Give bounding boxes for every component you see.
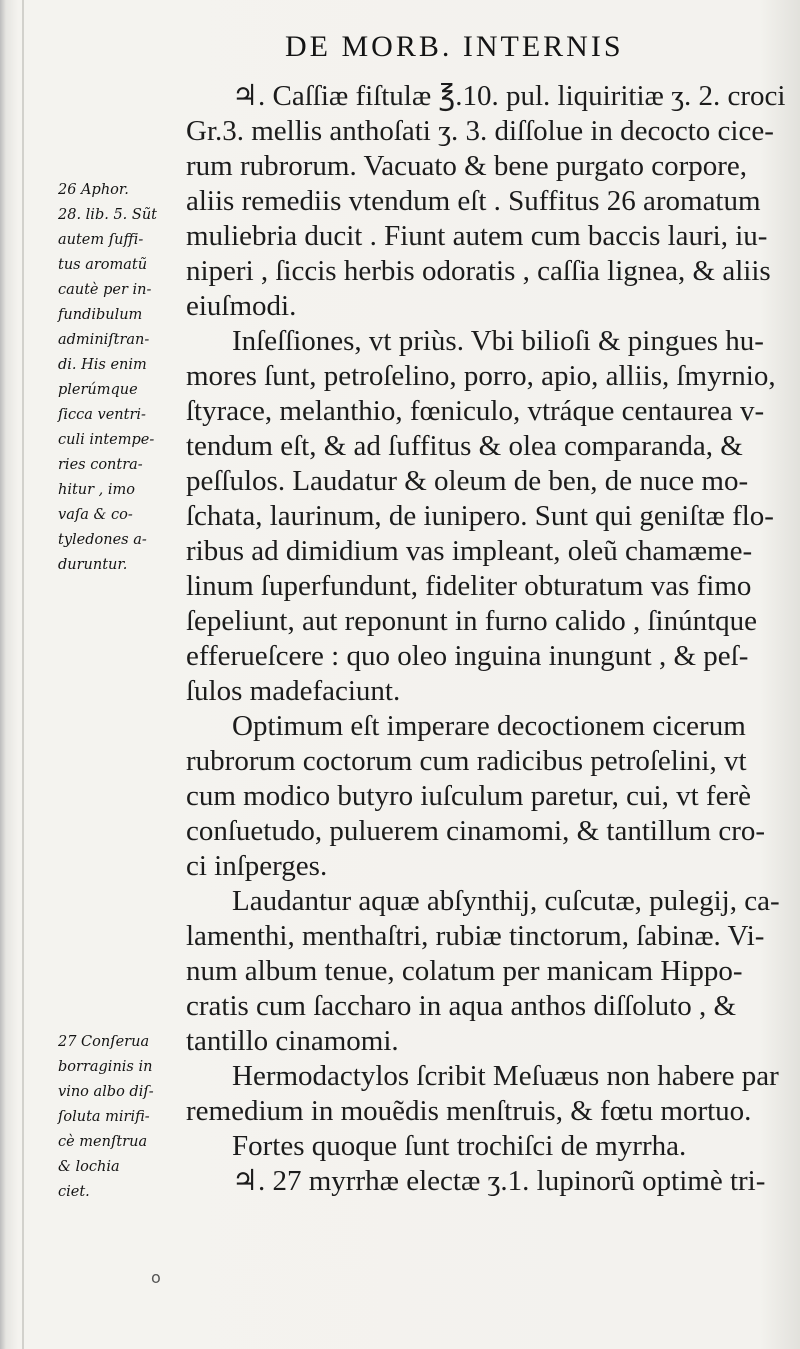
margin-note-26 <box>58 178 180 578</box>
margin-note-line: borraginis in <box>58 1059 153 1075</box>
margin-note-line: tus aromatũ <box>58 257 148 273</box>
text-line: ſtyrace, melanthio, fœniculo, vtráque centaurea v- <box>186 395 765 427</box>
text-line: ſchata, laurinum, de iunipero. Sunt qui geniſtæ flo- <box>186 500 774 532</box>
margin-note-line: di. His enim <box>58 357 147 373</box>
text-line: rubrorum coctorum cum radicibus petroſelini, vt <box>186 745 747 777</box>
text-line: cum modico butyro iuſculum paretur, cui, vt ferè <box>186 780 751 812</box>
text-line: aliis remediis vtendum eſt . Suffitus 26 aromatum <box>186 185 761 217</box>
margin-note-line: duruntur. <box>58 557 128 573</box>
margin-note-line: vaſa & co- <box>58 507 133 523</box>
margin-note-line: 28. lib. 5. Sũt <box>58 207 157 223</box>
text-line: remedium in mouẽdis menſtruis, & fœtu mortuo. <box>186 1095 752 1127</box>
margin-note-line: cè menſtrua <box>58 1134 148 1150</box>
text-line: Optimum eſt imperare decoctionem cicerum <box>232 710 746 742</box>
text-line: mores ſunt, petroſelino, porro, apio, alliis, ſmyrnio, <box>186 360 776 392</box>
margin-note-line: ſoluta mirifi- <box>58 1109 150 1125</box>
margin-note-line: cautè per in- <box>58 282 152 298</box>
margin-note-line: fundibulum <box>58 307 143 323</box>
text-line: eiuſmodi. <box>186 290 297 322</box>
margin-note-line: culi intempe- <box>58 432 155 448</box>
text-line: efferueſcere : quo oleo inguina inungunt , & peſ- <box>186 640 749 672</box>
running-title: DE MORB. INTERNIS <box>285 30 624 63</box>
text-line: rum rubrorum. Vacuato & bene purgato corpore, <box>186 150 748 182</box>
text-line: tantillo cinamomi. <box>186 1025 399 1057</box>
text-line: Hermodactylos ſcribit Meſuæus non habere par <box>232 1060 779 1092</box>
text-line: lamenthi, menthaſtri, rubiæ tinctorum, ſabinæ. Vi- <box>186 920 765 952</box>
text-line: Fortes quoque ſunt trochiſci de myrrha. <box>232 1130 687 1162</box>
margin-note-line: plerúmque <box>58 382 138 398</box>
text-line: linum ſuperfundunt, fideliter obturatum vas fimo <box>186 570 752 602</box>
margin-note-line: hitur , imo <box>58 482 136 498</box>
text-line: tendum eſt, & ad ſuffitus & olea comparanda, & <box>186 430 743 462</box>
main-text-block <box>186 79 786 1199</box>
text-line: niperi , ſiccis herbis odoratis , caſſia lignea, & aliis <box>186 255 771 287</box>
text-line: ſepeliunt, aut reponunt in furno calido , ſinúntque <box>186 605 758 637</box>
text-line: ♃. Caſſiæ fiſtulæ ℥.10. pul. liquiritiæ ʒ. 2. croci <box>232 80 786 112</box>
margin-note-line: 27 Conſerua <box>58 1034 150 1050</box>
margin-note-line: 26 Aphor. <box>58 182 129 198</box>
margin-note-line: & lochia <box>58 1159 120 1175</box>
margin-note-line: autem ſuffi- <box>58 232 144 248</box>
text-line: num album tenue, colatum per manicam Hippo- <box>186 955 743 987</box>
text-line: Gr.3. mellis anthoſati ʒ. 3. diſſolue in decocto cice- <box>186 115 774 147</box>
text-line: ci inſperges. <box>186 850 328 882</box>
text-line: ♃. 27 myrrhæ electæ ʒ.1. lupinorũ optimè tri- <box>232 1165 766 1197</box>
text-line: peſſulos. Laudatur & oleum de ben, de nuce mo- <box>186 465 749 497</box>
text-line: ribus ad dimidium vas impleant, oleũ chamæme- <box>186 535 753 567</box>
signature-mark: o <box>151 1268 161 1287</box>
page-gutter <box>22 0 24 1349</box>
text-line: ſulos madefaciunt. <box>186 675 401 707</box>
margin-note-line: vino albo diſ- <box>58 1084 154 1100</box>
text-line: Laudantur aquæ abſynthij, cuſcutæ, pulegij, ca- <box>232 885 780 917</box>
margin-note-line: ciet. <box>58 1184 90 1200</box>
margin-note-27 <box>58 1030 180 1205</box>
margin-note-line: ries contra- <box>58 457 143 473</box>
text-line: conſuetudo, puluerem cinamomi, & tantillum cro- <box>186 815 766 847</box>
text-line: cratis cum ſaccharo in aqua anthos diſſoluto , & <box>186 990 737 1022</box>
margin-note-line: tyledones a- <box>58 532 147 548</box>
margin-note-line: ſicca ventri- <box>58 407 146 423</box>
text-line: muliebria ducit . Fiunt autem cum baccis lauri, iu- <box>186 220 768 252</box>
text-line: Inſeſſiones, vt priùs. Vbi bilioſi & pingues hu- <box>232 325 764 357</box>
margin-note-line: adminiſtran- <box>58 332 150 348</box>
